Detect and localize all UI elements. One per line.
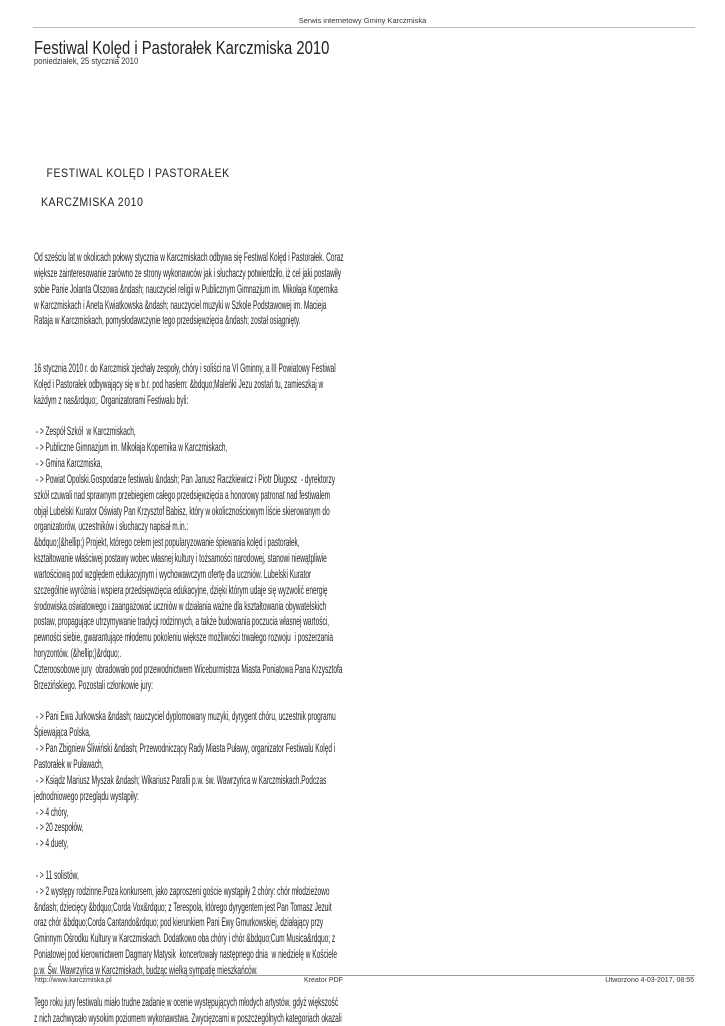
body-line: 16 stycznia 2010 r. do Karczmisk zjechały zespoły, chóry i soliści na VI Gminny, a III Powiatowy Festiwal [34, 361, 571, 377]
body-line: oraz chór &bdquo;Corda Cantando&rdquo; pod kierunkiem Pani Ewy Gmurkowskiej, działający przy [34, 915, 571, 931]
article-body [34, 250, 571, 1026]
paragraph-gap [34, 329, 571, 345]
body-line: &bdquo;(&hellip;) Projekt, którego celem jest popularyzowanie śpiewania kolęd i pastorałek, [34, 535, 571, 551]
body-line: - > 11 solistów, [34, 868, 571, 884]
paragraph-gap [34, 408, 571, 424]
paragraph-gap [34, 979, 571, 995]
body-line: szczególnie wyróżnia i wspiera przedsięwzięcia edukacyjne, dzięki którym udaje się wyzwolić energię [34, 583, 571, 599]
body-line: p.w. Św. Wawrzyńca w Karczmiskach, budząc wielką sympatię mieszkańców. [34, 963, 571, 979]
body-line: w Karczmiskach i Aneta Kwiatkowska &ndash; nauczyciel muzyki w Szkole Podstawowej im. Macieja [34, 298, 571, 314]
article-date: poniedziałek, 25 stycznia 2010 [34, 56, 138, 66]
body-line: Czteroosobowe jury obradowało pod przewodnictwem Wiceburmistrza Miasta Poniatowa Pana Krzysztofa [34, 662, 571, 678]
body-line: każdym z nas&rdquo;. Organizatorami Festiwalu byli: [34, 393, 571, 409]
body-line: sobie Panie Jolanta Olszowa &ndash; nauczyciel religii w Publicznym Gimnazjum im. Mikołaja Kopernika [34, 282, 571, 298]
body-line: - > Powiat Opolski.Gospodarze festiwalu &ndash; Pan Janusz Raczkiewicz i Piotr Długosz - dyrektorzy [34, 472, 571, 488]
body-line: - > Publiczne Gimnazjum im. Mikołaja Kopernika w Karczmiskach, [34, 440, 571, 456]
body-line: - > Ksiądz Mariusz Myszak &ndash; Wikariusz Parafii p.w. św. Wawrzyńca w Karczmiskach.Podczas [34, 773, 571, 789]
body-line: &ndash; dziecięcy &bdquo;Corda Vox&rdquo; z Terespola, którego dyrygentem jest Pan Tomasz Jezuit [34, 900, 571, 916]
body-line: postaw, propagujące utrzymywanie tradycji rodzinnych, a także budowania poczucia własnej wartości, [34, 614, 571, 630]
body-line: Poniatowej pod kierownictwem Dagmary Matysik koncertowały następnego dnia w niedzielę w Kościele [34, 947, 571, 963]
body-line: horyzontów. (&hellip;)&rdquo;. [34, 646, 571, 662]
body-line: - > Gmina Karczmiska, [34, 456, 571, 472]
body-line: organizatorów, uczestników i słuchaczy napisał m.in.: [34, 519, 571, 535]
body-line: - > 2 występy rodzinne.Poza konkursem, jako zaproszeni goście wystąpiły 2 chóry: chór młodzieżowo [34, 884, 571, 900]
section-heading-year: KARCZMISKA 2010 [41, 195, 143, 209]
header-divider [33, 27, 695, 28]
footer-divider [33, 975, 695, 976]
body-line: Brzezińskiego. Pozostali członkowie jury: [34, 678, 571, 694]
body-line: - > Pan Zbigniew Śliwiński &ndash; Przewodniczący Rady Miasta Puławy, organizator Festiwalu Kolęd i [34, 741, 571, 757]
body-line: Śpiewająca Polska, [34, 725, 571, 741]
body-line: - > 4 duety, [34, 836, 571, 852]
body-line: objął Lubelski Kurator Oświaty Pan Krzysztof Babisz, który w okolicznościowym liście skierowanym do [34, 504, 571, 520]
body-line: wartościową pod względem edukacyjnym i wychowawczym ofertę dla uczniów. Lubelski Kurator [34, 567, 571, 583]
footer-url-link[interactable]: http://www.karczmiska.pl [35, 977, 112, 984]
body-line: - > Zespół Szkół w Karczmiskach, [34, 424, 571, 440]
body-line: jednodniowego przeglądu wystąpiły: [34, 789, 571, 805]
paragraph-gap [34, 694, 571, 710]
body-line: Kolęd i Pastorałek odbywający się w b.r. pod hasłem: &bdquo;Maleńki Jezu zostań tu, zamieszkaj w [34, 377, 571, 393]
body-line: z nich zachwycało wysokim poziomem wykonawstwa. Zwycięzcami w poszczególnych kategoriach okazali [34, 1011, 571, 1026]
body-line: pewności siebie, gwarantujące młodemu pokoleniu większe możliwości trwałego rozwoju i poszerzania [34, 630, 571, 646]
body-line: szkół czuwali nad sprawnym przebiegiem całego przedsięwzięcia a honorowy patronat nad festiwalem [34, 488, 571, 504]
footer-created-date: Utworzono 4-03-2017, 08:55 [605, 977, 694, 984]
body-line: większe zainteresowanie zarówno ze strony wykonawców jak i słuchaczy potwierdziło, iż cel jaki postawiły [34, 266, 571, 282]
body-line: kształtowanie właściwej postawy wobec własnej kultury i tożsamości narodowej, stanowi niewątpliwie [34, 551, 571, 567]
body-line: Od sześciu lat w okolicach połowy stycznia w Karczmiskach odbywa się Festiwal Kolęd i Pastorałek. Coraz [34, 250, 571, 266]
body-line: Pastorałek w Puławach, [34, 757, 571, 773]
paragraph-gap [34, 345, 571, 361]
body-line: - > Pani Ewa Jurkowska &ndash; nauczyciel dyplomowany muzyki, dyrygent chóru, uczestnik programu [34, 709, 571, 725]
section-heading-festival: FESTIWAL KOLĘD I PASTORAŁEK [46, 166, 229, 180]
body-line: Tego roku jury festiwalu miało trudne zadanie w ocenie występujących młodych artystów, gdyż większość [34, 995, 571, 1011]
body-line: środowiska oświatowego i zaangażować uczniów w działania ważne dla kształtowania obywatelskich [34, 599, 571, 615]
paragraph-gap [34, 852, 571, 868]
body-line: Gminnym Ośrodku Kultury w Karczmiskach. Dodatkowo oba chóry i chór &bdquo;Cum Musica&rdquo; z [34, 931, 571, 947]
body-line: - > 20 zespołów, [34, 820, 571, 836]
body-line: Rataja w Karczmiskach, pomysłodawczynie tego przedsięwzięcia &ndash; został osiągnięty. [34, 313, 571, 329]
site-header: Serwis internetowy Gminy Karczmiska [0, 16, 725, 25]
body-line: - > 4 chóry, [34, 805, 571, 821]
footer-creator: Kreator PDF [304, 977, 343, 984]
page-title: Festiwal Kolęd i Pastorałek Karczmiska 2010 [34, 37, 329, 59]
